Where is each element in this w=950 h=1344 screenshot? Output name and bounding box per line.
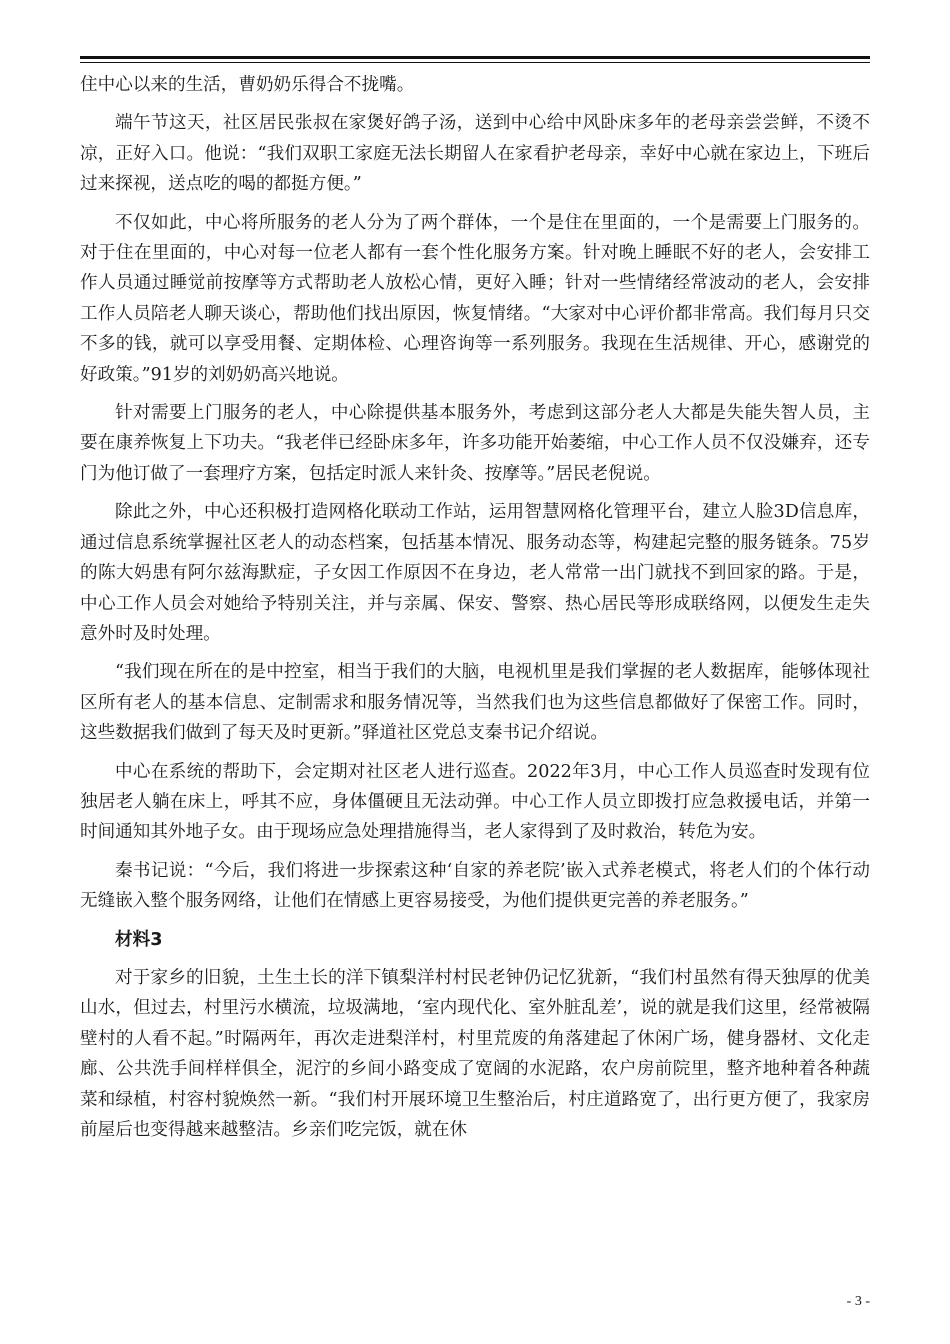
paragraph: 中心在系统的帮助下，会定期对社区老人进行巡查。2022年3月，中心工作人员巡查时发现有位独居老人躺在床上，呼其不应，身体僵硬且无法动弹。中心工作人员立即拨打应急救援电话，并第一时间通知其外地子女。由于现场应急处理措施得当，老人家得到了及时救治，转危为安。 [80,761,870,843]
paragraph: 不仅如此，中心将所服务的老人分为了两个群体，一个是住在里面的，一个是需要上门服务的。对于住在里面的，中心对每一位老人都有一套个性化服务方案。针对晚上睡眠不好的老人，会安排工作人员通过睡觉前按摩等方式帮助老人放松心情，更好入睡；针对一些情绪经常波动的老人，会安排工作人员陪老人聊天谈心，帮助他们找出原因，恢复情绪。“大家对中心评价都非常高。我们每月只交不多的钱，就可以享受用餐、定期体检、心理咨询等一系列服务。我现在生活规律、开心，感谢党的好政策。”91岁的刘奶奶高兴地说。 [80,212,870,385]
page-number: - 3 - [846,1294,870,1309]
section-heading: 材料3 [115,929,163,950]
paragraph: 对于家乡的旧貌，土生土长的洋下镇梨洋村村民老钟仍记忆犹新，“我们村虽然有得天独厚的优美山水，但过去，村里污水横流，垃圾满地，‘室内现代化、室外脏乱差’，说的就是我们这里，经常被隔壁村的人看不起。”时隔两年，再次走进梨洋村，村里荒废的角落建起了休闲广场，健身器材、文化走廊、公共洗手间样样俱全，泥泞的乡间小路变成了宽阔的水泥路，农户房前院里，整齐地种着各种蔬菜和绿植，村容村貌焕然一新。“我们村开展环境卫生整治后，村庄道路宽了，出行更方便了，我家房前屋后也变得越来越整洁。乡亲们吃完饭，就在休 [80,967,870,1140]
paragraph: 针对需要上门服务的老人，中心除提供基本服务外，考虑到这部分老人大都是失能失智人员，主要在康养恢复上下功夫。“我老伴已经卧床多年，许多功能开始萎缩，中心工作人员不仅没嫌弃，还专门为他订做了一套理疗方案，包括定时派人来针灸、按摩等。”居民老倪说。 [80,403,870,484]
header-rule [80,56,870,59]
paragraph: 住中心以来的生活，曹奶奶乐得合不拢嘴。 [80,75,415,95]
paragraph: “我们现在所在的是中控室，相当于我们的大脑，电视机里是我们掌握的老人数据库，能够体现社区所有老人的基本信息、定制需求和服务情况等，当然我们也为这些信息都做好了保密工作。同时，这些数据我们做到了每天及时更新。”驿道社区党总支秦书记介绍说。 [80,662,870,744]
paragraph: 秦书记说：“今后，我们将进一步探索这种‘自家的养老院’嵌入式养老模式，将老人们的个体行动无缝嵌入整个服务网络，让他们在情感上更容易接受，为他们提供更完善的养老服务。” [80,860,870,912]
paragraph: 除此之外，中心还积极打造网格化联动工作站，运用智慧网格化管理平台，建立人脸3D信息库，通过信息系统掌握社区老人的动态档案，包括基本情况、服务动态等，构建起完整的服务链条。75岁的陈大妈患有阿尔兹海默症，子女因工作原因不在身边，老人常常一出门就找不到回家的路。于是，中心工作人员会对她给予特别关注，并与亲属、保安、警察、热心居民等形成联络网，以便发生走失意外时及时处理。 [80,502,870,644]
paragraph: 端午节这天，社区居民张叔在家煲好鸽子汤，送到中心给中风卧床多年的老母亲尝尝鲜，不烫不凉，正好入口。他说：“我们双职工家庭无法长期留人在家看护老母亲，幸好中心就在家边上，下班后过来探视，送点吃的喝的都挺方便。” [80,113,870,195]
header-rule-thin [80,62,870,63]
document-body [80,70,870,1153]
